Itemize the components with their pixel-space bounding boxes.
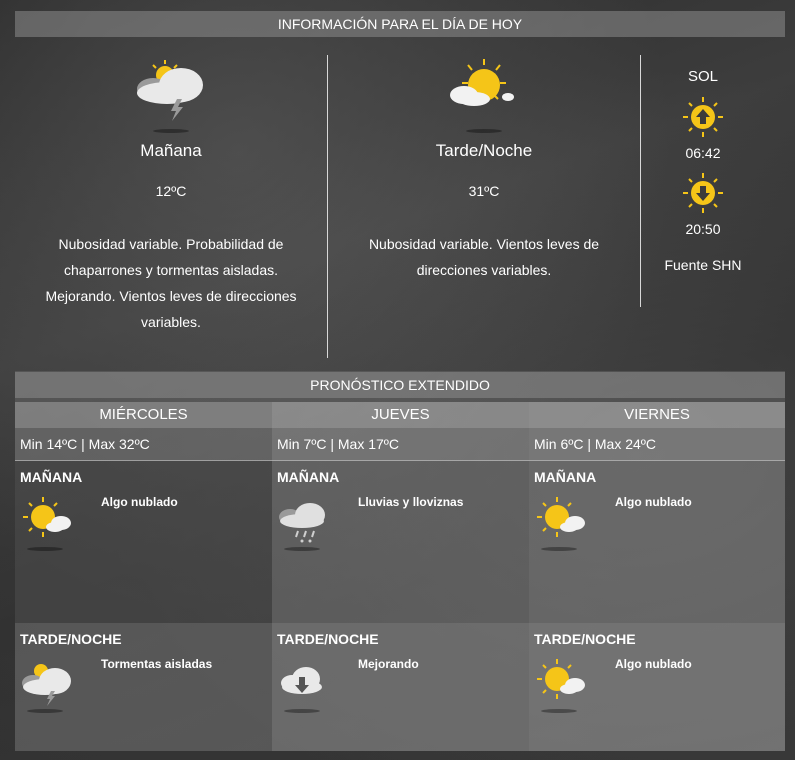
morning-temp: 12ºC bbox=[155, 183, 187, 199]
day-minmax: Min 7ºC | Max 17ºC bbox=[272, 428, 529, 461]
cloud-storm-sun-icon bbox=[19, 657, 75, 712]
morning-title: Mañana bbox=[140, 141, 202, 160]
slot-label: TARDE/NOCHE bbox=[20, 631, 122, 647]
day-column-thursday bbox=[272, 402, 529, 751]
sun-info bbox=[641, 68, 765, 273]
sun-cloud-icon bbox=[19, 495, 75, 550]
sun-cloud-icon bbox=[533, 495, 589, 550]
today-morning bbox=[15, 55, 327, 335]
day-name: VIERNES bbox=[529, 402, 785, 428]
cloud-storm-sun-icon bbox=[15, 55, 327, 135]
evening-slot bbox=[529, 623, 785, 751]
slot-description: Tormentas aisladas bbox=[101, 657, 213, 671]
slot-label: MAÑANA bbox=[277, 469, 340, 485]
slot-description: Algo nublado bbox=[615, 657, 692, 671]
evening-temp: 31ºC bbox=[468, 183, 500, 199]
sunrise-icon bbox=[641, 95, 765, 141]
day-minmax: Min 14ºC | Max 32ºC bbox=[15, 428, 272, 461]
sunrise-time: 06:42 bbox=[685, 145, 721, 161]
day-minmax: Min 6ºC | Max 24ºC bbox=[529, 428, 785, 461]
morning-slot bbox=[529, 461, 785, 623]
day-column-friday bbox=[529, 402, 785, 751]
extended-header: PRONÓSTICO EXTENDIDO bbox=[15, 372, 785, 398]
morning-desc-line: chaparrones y tormentas aisladas. bbox=[64, 262, 278, 278]
day-name: MIÉRCOLES bbox=[15, 402, 272, 428]
day-column-wednesday bbox=[15, 402, 272, 751]
today-header: INFORMACIÓN PARA EL DÍA DE HOY bbox=[15, 11, 785, 37]
evening-description bbox=[328, 231, 640, 283]
morning-desc-line: variables. bbox=[141, 314, 201, 330]
slot-label: MAÑANA bbox=[534, 469, 597, 485]
today-evening bbox=[328, 55, 640, 283]
evening-slot bbox=[15, 623, 272, 751]
slot-description: Mejorando bbox=[358, 657, 419, 671]
day-name: JUEVES bbox=[272, 402, 529, 428]
evening-desc-line: Nubosidad variable. Vientos leves de bbox=[368, 236, 600, 252]
evening-slot bbox=[272, 623, 529, 751]
evening-title: Tarde/Noche bbox=[435, 141, 533, 160]
morning-slot bbox=[272, 461, 529, 623]
cloud-arrow-down-icon bbox=[276, 657, 332, 712]
slot-label: TARDE/NOCHE bbox=[277, 631, 379, 647]
morning-slot bbox=[15, 461, 272, 623]
morning-desc-line: Nubosidad variable. Probabilidad de bbox=[58, 236, 284, 252]
sun-cloud-icon bbox=[533, 657, 589, 712]
sun-cloud-icon bbox=[328, 55, 640, 135]
slot-description: Algo nublado bbox=[101, 495, 178, 509]
slot-label: MAÑANA bbox=[20, 469, 83, 485]
sunset-icon bbox=[641, 171, 765, 217]
sun-title: SOL bbox=[687, 68, 718, 85]
morning-desc-line: Mejorando. Vientos leves de direcciones bbox=[45, 288, 297, 304]
cloud-rain-icon bbox=[276, 495, 332, 550]
morning-description bbox=[15, 231, 327, 335]
source-label: Fuente SHN bbox=[664, 257, 742, 273]
slot-label: TARDE/NOCHE bbox=[534, 631, 636, 647]
evening-desc-line: direcciones variables. bbox=[416, 262, 552, 278]
sunset-time: 20:50 bbox=[685, 221, 721, 237]
slot-description: Lluvias y lloviznas bbox=[358, 495, 464, 509]
slot-description: Algo nublado bbox=[615, 495, 692, 509]
